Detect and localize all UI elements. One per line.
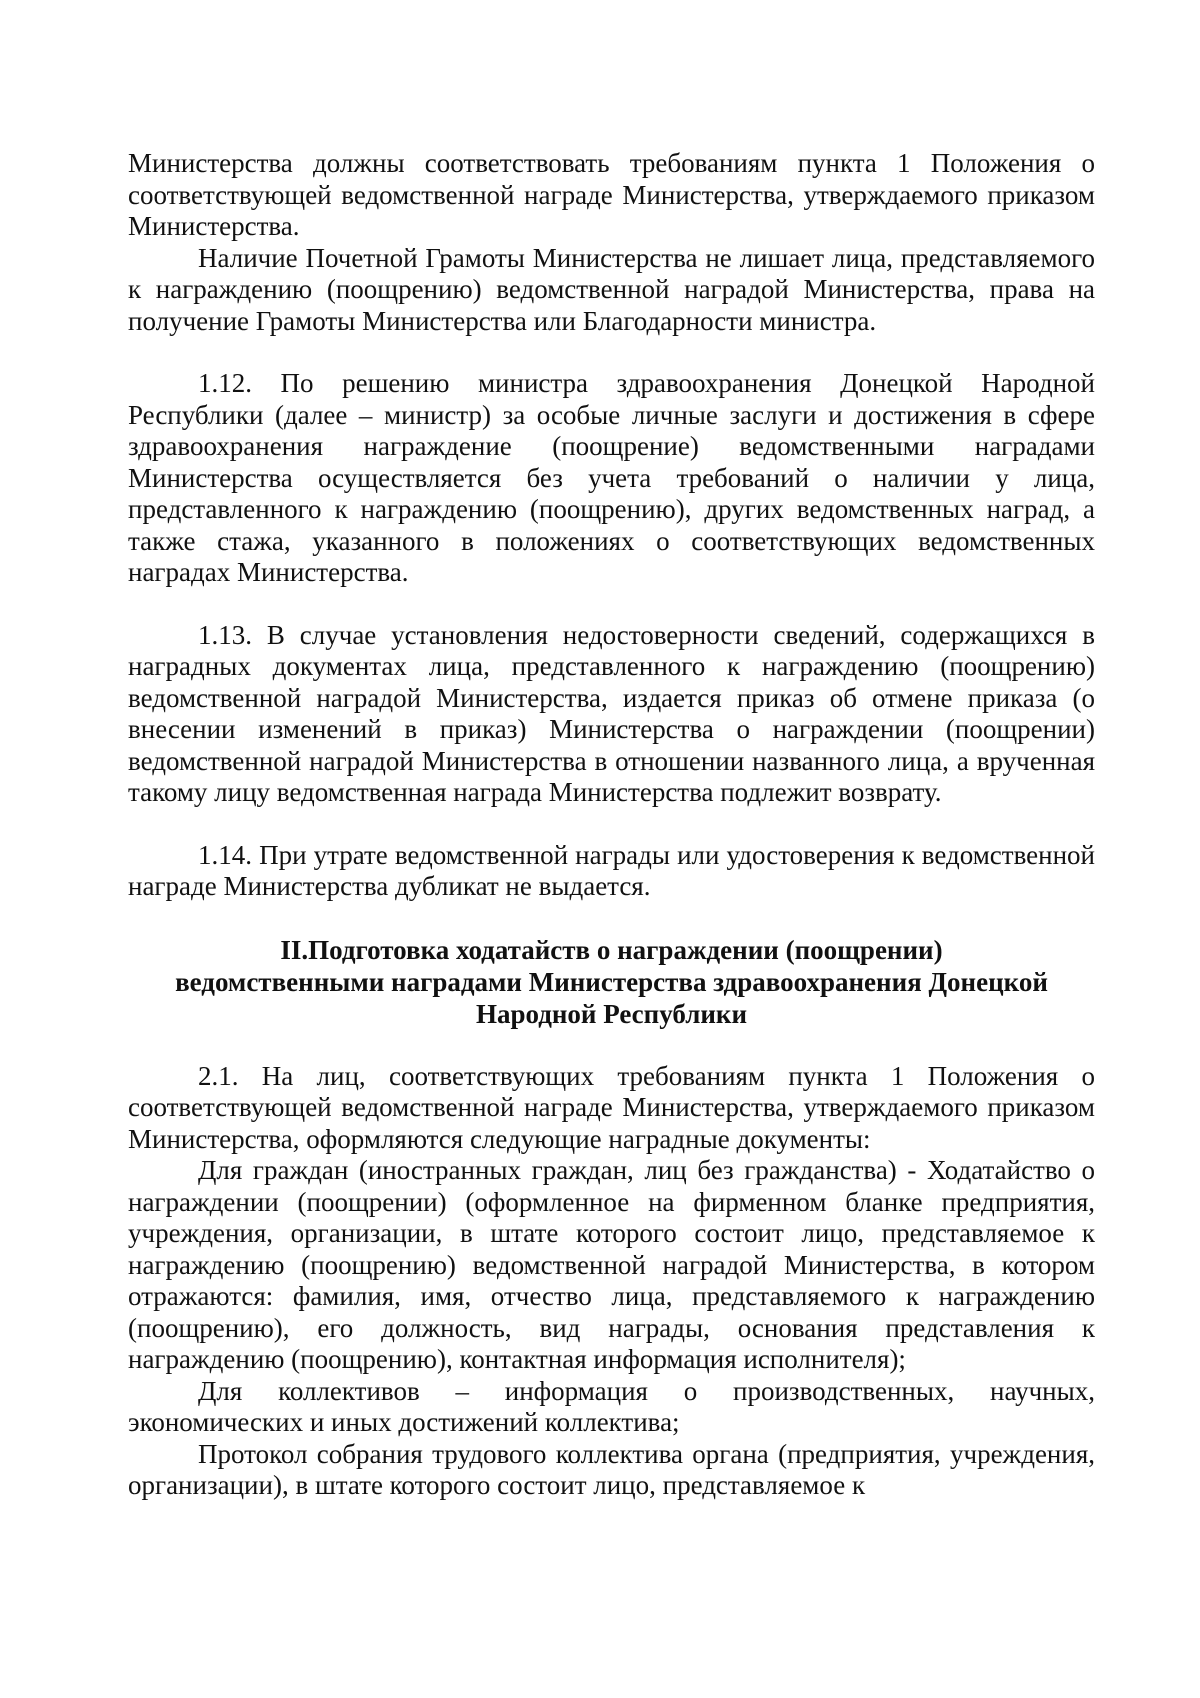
clause-2-1-citizens: Для граждан (иностранных граждан, лиц без гражданства) - Ходатайство о награждении (поощрении) (оформленное на фирменном бланке предприятия, учреждения, организации, в штате которого состоит лицо, представляемое к награждению (поощрению) ведомственной наградой Министерства, в котором отражаются: фамилия, имя, отчество лица, представляемого к награждению (поощрению), его должность, вид награды, основания представления к награждению (поощрению), контактная информация исполнителя);	[128, 1155, 1095, 1374]
clause-2-1-protocol: Протокол собрания трудового коллектива органа (предприятия, учреждения, организации), в штате которого состоит лицо, представляемое к	[128, 1438, 1095, 1500]
section-heading-line-1: II.Подготовка ходатайств о награждении (поощрении)	[280, 934, 943, 965]
section-heading-line-2: ведомственными наградами Министерства здравоохранения Донецкой	[175, 966, 1048, 997]
paragraph-gap	[128, 337, 1095, 368]
paragraph-gap	[128, 809, 1095, 840]
clause-1-12: 1.12. По решению министра здравоохранения Донецкой Народной Республики (далее – министр) за особые личные заслуги и достижения в сфере здравоохранения награждение (поощрение) ведомственными наградами Министерства осуществляется без учета требований о наличии у лица, представленного к награждению (поощрению), других ведомственных наград, а также стажа, указанного в положениях о соответствующих ведомственных наградах Министерства.	[128, 368, 1095, 587]
document-body	[128, 148, 1095, 1502]
paragraph-continuation: Министерства должны соответствовать требованиям пункта 1 Положения о соответствующей ведомственной награде Министерства, утверждаемого приказом Министерства.	[128, 148, 1095, 241]
paragraph-gap	[128, 1030, 1095, 1061]
paragraph-honorary-diploma: Наличие Почетной Грамоты Министерства не лишает лица, представляемого к награждению (поощрению) ведомственной наградой Министерства, права на получение Грамоты Министерства или Благодарности министра.	[128, 242, 1095, 336]
paragraph-gap	[128, 589, 1095, 620]
section-heading	[128, 934, 1095, 1030]
clause-2-1-collectives: Для коллективов – информация о производственных, научных, экономических и иных достижений коллектива;	[128, 1375, 1095, 1437]
clause-1-13: 1.13. В случае установления недостоверности сведений, содержащихся в наградных документах лица, представленного к награждению (поощрению) ведомственной наградой Министерства, издается приказ об отмене приказа (о внесении изменений в приказ) Министерства о награждении (поощрении) ведомственной наградой Министерства в отношении названного лица, а врученная такому лицу ведомственная награда Министерства подлежит возврату.	[128, 619, 1095, 807]
clause-1-14: 1.14. При утрате ведомственной награды или удостоверения к ведомственной награде Министерства дубликат не выдается.	[128, 839, 1095, 901]
clause-2-1-intro: 2.1. На лиц, соответствующих требованиям пункта 1 Положения о соответствующей ведомственной награде Министерства, утверждаемого приказом Министерства, оформляются следующие наградные документы:	[128, 1060, 1095, 1154]
paragraph-gap	[128, 903, 1095, 934]
section-heading-line-3: Народной Республики	[475, 998, 748, 1029]
